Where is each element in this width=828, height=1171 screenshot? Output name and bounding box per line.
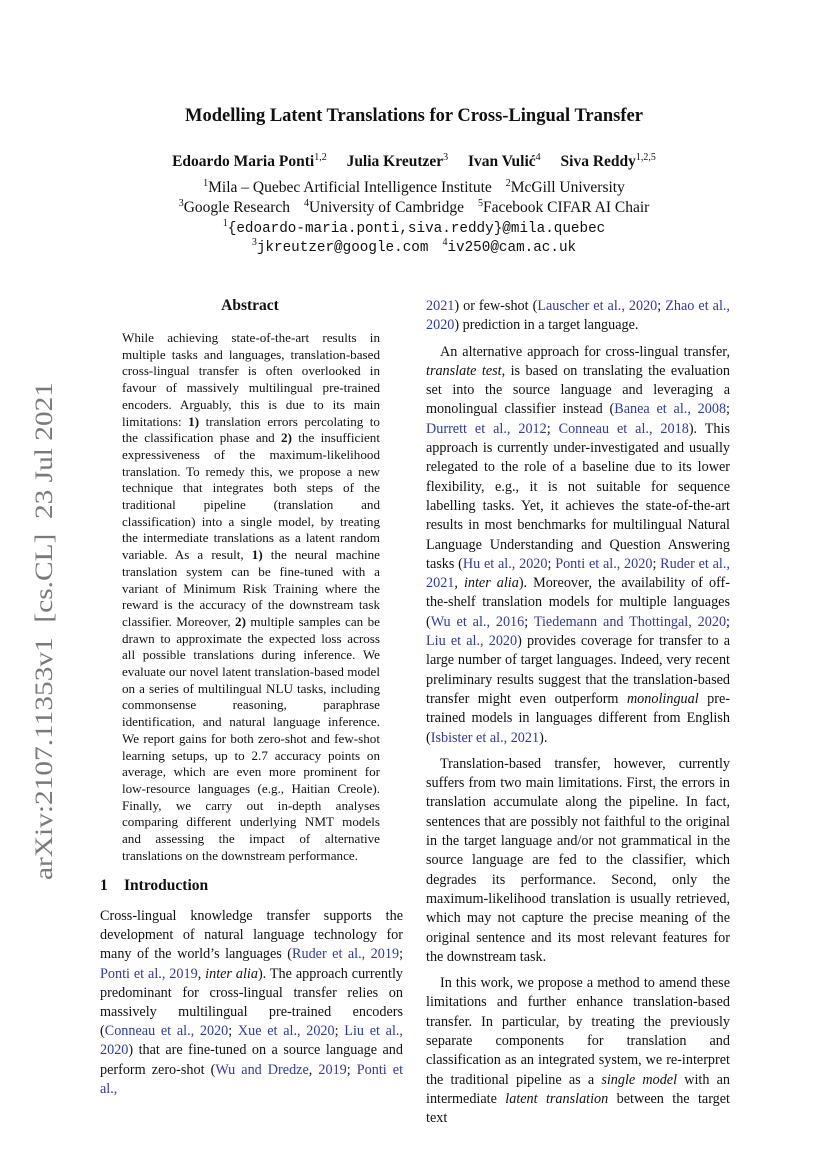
intro-paragraph: An alternative approach for cross-lingual transfer, translate test, is based on translating the evaluation set into the source language and leveraging a monolingual classifier instead (Banea et al., 2008; Durrett et al., 2012; Conneau et al., 2018). This approach is currently under-investigated and usually relegated to the role of a baseline due to its lower flexibility, e.g., it is not suitable for sequence labelling tasks. Yet, it achieves the state-of-the-art results in most benchmarks for multilingual Natural Language Understanding and Question Answering tasks (Hu et al., 2020; Ponti et al., 2020; Ruder et al., 2021, inter alia). Moreover, the availability of off-the-shelf translation models for multiple languages (Wu et al., 2016; Tiedemann and Thottingal, 2020; Liu et al., 2020) provides coverage for transfer to a large number of target languages. Indeed, very recent preliminary results suggest that the translation-based transfer might even outperform monolingual pre-trained models in languages different from English (Isbister et al., 2021). <box>426 343 731 746</box>
arxiv-stamp <box>12 375 72 885</box>
citation-link[interactable]: Xue et al., 2020 <box>237 1023 335 1040</box>
citation-link[interactable]: Isbister et al., 2021 <box>430 729 540 746</box>
intro-paragraph: 2021) or few-shot (Lauscher et al., 2020; Zhao et al., 2020) prediction in a target language. <box>426 298 730 334</box>
intro-paragraph: In this work, we propose a method to amend these limitations and further enhance translation-based transfer. In particular, by treating the previously separate components for translation and classification as an integrated system, we re-interpret the traditional pipeline as a single model with an intermediate latent translation between the target text <box>426 975 731 1127</box>
citation-link[interactable]: Ruder et al., 2021 <box>426 555 730 592</box>
citation-link[interactable]: 2019 <box>318 1061 347 1078</box>
author-list <box>0 152 828 171</box>
citation-link[interactable]: Liu et al., 2020 <box>426 633 518 650</box>
intro-paragraph: Translation-based transfer, however, currently suffers from two main limitations. First, the errors in translation accumulate along the pipeline. In fact, sentences that are possibly not faithful to the original in the target language and/or not grammatical in the source language are fed to the classifier, which degrades its performance. Second, only the maximum-likelihood translation is usually retrieved, which may not capture the precise meaning of the original sentence and its most relevant features for the downstream task. <box>426 755 730 965</box>
email-line-2: $^3$jkreutzer@google.com $^4$iv250@cam.ac.uk <box>251 237 577 257</box>
citation-link[interactable]: 2021 <box>426 298 455 314</box>
citation-link[interactable]: Zhao et al., 2020 <box>426 298 730 334</box>
citation-link[interactable]: Ponti et al., 2019 <box>100 965 198 982</box>
arxiv-stamp-text: arXiv:2107.11353v1 [cs.CL] 23 Jul 2021 <box>31 455 58 880</box>
citation-link[interactable]: Ponti et al., <box>100 1061 404 1097</box>
intro-column-right <box>426 297 730 1128</box>
citation-link[interactable]: Ruder et al., 2019 <box>292 946 400 963</box>
paper-title: Modelling Latent Translations for Cross-Lingual Transfer <box>185 106 643 126</box>
citation-link[interactable]: Lauscher et al., 2020 <box>537 298 658 314</box>
citation-link[interactable]: Banea et al., 2008 <box>614 401 727 418</box>
affiliation-line-2: $^3$Google Research $^4$University of Cambridge $^5$Facebook CIFAR AI Chair <box>178 198 650 217</box>
citation-link[interactable]: Ponti et al., 2020 <box>555 555 653 572</box>
affiliation-line-1: $^1$Mila – Quebec Artificial Intelligence Institute $^2$McGill University <box>203 178 625 197</box>
email-line-1: $^1${edoardo-maria.ponti,siva.reddy}@mila.quebec <box>222 218 606 238</box>
citation-link[interactable]: Durrett et al., 2012 <box>426 420 547 437</box>
citation-link[interactable]: Conneau et al., 2018 <box>558 420 689 437</box>
abstract-heading: Abstract <box>221 297 279 314</box>
citation-link[interactable]: Liu et al., 2020 <box>100 1023 403 1059</box>
citation-link[interactable]: Tiedemann and Thottingal, 2020 <box>533 613 727 630</box>
section-heading: 1 Introduction <box>100 877 209 894</box>
abstract-text: While achieving state-of-the-art results in multiple tasks and languages, translation-based cross-lingual transfer is often overlooked in favour of massively multilingual pre-trained encoders. Arguably, this is due to its main limitations: 1) translation errors percolating to the classification phase and 2) the insufficient expressiveness of the maximum-likelihood translation. To remedy this, we propose a new technique that integrates both steps of the traditional pipeline (translation and classification) into a single model, by treating the intermediate translations as a latent random variable. As a result, 1) the neural machine translation system can be fine-tuned with a variant of Minimum Risk Training where the reward is the accuracy of the downstream task classifier. Moreover, 2) multiple samples can be drawn to approximate the expected loss across all possible translations during inference. We evaluate our novel latent translation-based model on a series of multilingual NLU tasks, including commonsense reasoning, paraphrase identification, and natural language inference. We report gains for both zero-shot and few-shot learning setups, up to 2.7 accuracy points on average, which are even more prominent for low-resource languages (e.g., Haitian Creole). Finally, we carry out in-depth analyses comparing different underlying NMT models and assessing the impact of alternative translations on the downstream performance. <box>122 330 380 863</box>
citation-link[interactable]: Wu et al., 2016 <box>430 613 525 630</box>
author: Edoardo Maria Ponti$^{1,2}$ <box>172 152 327 171</box>
author: Julia Kreutzer$^3$ <box>346 152 449 171</box>
citation-link[interactable]: Hu et al., 2020 <box>462 555 548 572</box>
author: Ivan Vulić$^4$ <box>468 152 541 171</box>
citation-link[interactable]: Wu and Dredze <box>215 1061 309 1078</box>
intro-paragraph-left: Cross-lingual knowledge transfer supports the development of natural language technology for many of the world’s languages (Ruder et al., 2019; Ponti et al., 2019, inter alia). The approach currently predominant for cross-lingual transfer relies on massively multilingual pre-trained encoders (Conneau et al., 2020; Xue et al., 2020; Liu et al., 2020) that are fine-tuned on a source language and perform zero-shot (Wu and Dredze, 2019; Ponti et al., <box>100 908 404 1097</box>
author: Siva Reddy$^{1,2,5}$ <box>560 152 656 171</box>
citation-link[interactable]: Conneau et al., 2020 <box>104 1023 229 1040</box>
